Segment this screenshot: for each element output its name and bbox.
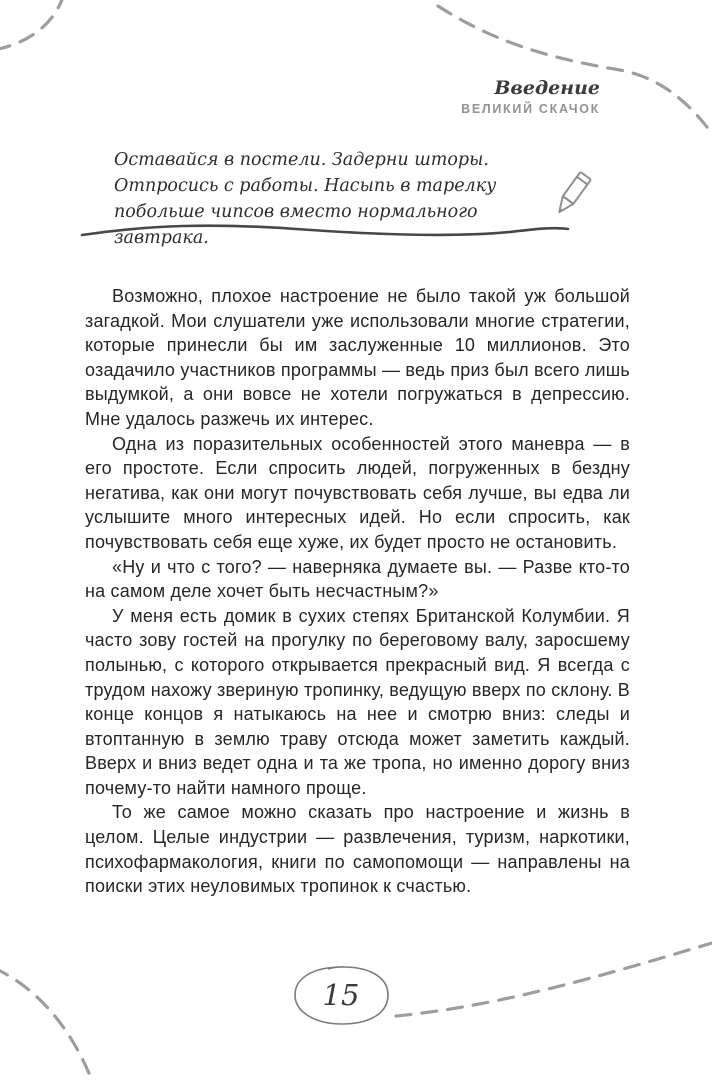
paragraph-5: То же самое можно сказать про настроение и жизнь в целом. Целые индустрии — развлечения, туризм, наркотики, психофармакология, книги по самопомощи — направлены на поиски этих неуловимых тропинок к счастью.: [85, 802, 630, 897]
bottom-right-dash-icon: [396, 940, 712, 1016]
epigraph: Оставайся в постели. Задерни шторы. Отпросись с работы. Насыпь в тарелку побольше чипсов вместо нормального завтрака.: [114, 150, 497, 248]
page-header: [461, 78, 600, 116]
page-number-label: 15: [322, 978, 360, 1012]
chapter-title: Введение: [494, 77, 600, 99]
paragraph-2: Одна из поразительных особенностей этого маневра — в его простоте. Если спросить людей, погруженных в бездну негатива, как они могут почувствовать себя лучше, вы едва ли услышите много интересных идей. Но если спросить, как почувствовать себя еще хуже, их будет просто не остановить.: [85, 433, 630, 552]
wavy-divider-icon: [80, 221, 572, 243]
paragraph-1: Возможно, плохое настроение не было такой уж большой загадкой. Мои слушатели уже использовали многие стратегии, которые принесли бы им заслуженные 10 миллионов. Это озадачило участников программы — ведь приз был всего лишь выдумкой, а они вовсе не хотели погружаться в депрессию. Мне удалось разжечь их интерес.: [85, 286, 630, 429]
section-title: ВЕЛИКИЙ СКАЧОК: [461, 101, 600, 116]
top-left-dash-icon: [0, 0, 64, 50]
paragraph-4: У меня есть домик в сухих степях Британской Колумбии. Я часто зову гостей на прогулку по береговому валу, заросшему полынью, с которого открывается прекрасный вид. Я всегда с трудом нахожу звериную тропинку, ведущую вверх по склону. В конце концов я натыкаюсь на нее и смотрю вниз: следы и втоптанную в землю траву отсюда может заметить каждый. Вверх и вниз ведет одна и та же тропа, но именно дорогу вниз почему-то найти намного проще.: [85, 605, 630, 798]
pencil-icon: [548, 166, 594, 226]
body-text: [85, 284, 630, 899]
paragraph-3: «Ну и что с того? — наверняка думаете вы. — Разве кто-то на самом деле хочет быть несчастным?»: [85, 556, 630, 602]
bottom-left-dash-icon: [0, 968, 94, 1080]
page-number: [286, 961, 396, 1031]
